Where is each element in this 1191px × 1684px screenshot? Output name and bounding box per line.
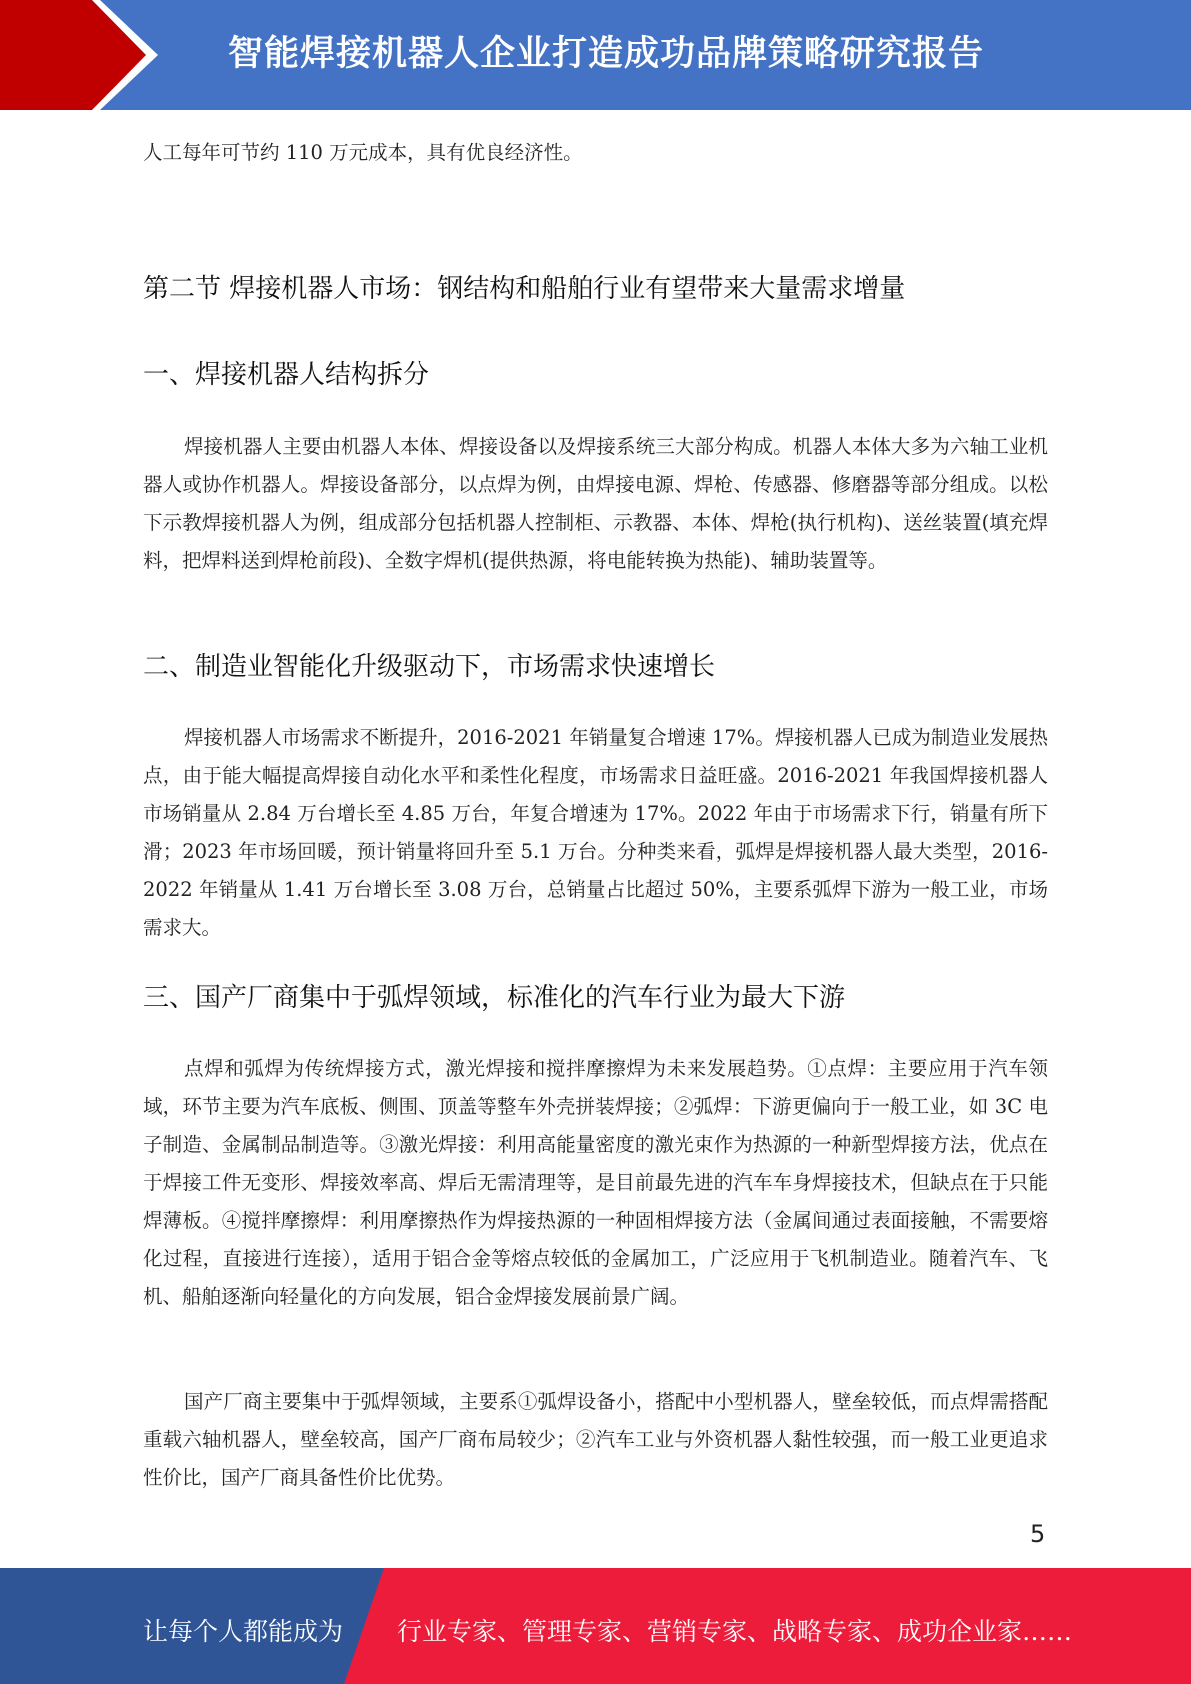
subsection-2-title: 二、制造业智能化升级驱动下，市场需求快速增长 xyxy=(143,652,716,682)
subsection-3-paragraph-1: 点焊和弧焊为传统焊接方式，激光焊接和搅拌摩擦焊为未来发展趋势。①点焊：主要应用于汽车领域，环节主要为汽车底板、侧围、顶盖等整车外壳拼装焊接；②弧焊：下游更偏向于一般工业，如 3C 电子制造、金属制品制造等。③激光焊接：利用高能量密度的激光束作为热源的一种新型焊接方法，优点在于焊接工件无变形、焊接效率高、焊后无需清理等，是目前最先进的汽车车身焊接技术，但缺点在于只能焊薄板。④搅拌摩擦焊：利用摩擦热作为焊接热源的一种固相焊接方法（金属间通过表面接触，不需要熔化过程，直接进行连接），适用于铝合金等熔点较低的金属加工，广泛应用于飞机制造业。随着汽车、飞机、船舶逐渐向轻量化的方向发展，铝合金焊接发展前景广阔。 xyxy=(143,1057,1048,1308)
subsection-1-paragraph: 焊接机器人主要由机器人本体、焊接设备以及焊接系统三大部分构成。机器人本体大多为六轴工业机器人或协作机器人。焊接设备部分，以点焊为例，由焊接电源、焊枪、传感器、修磨器等部分组成。以松下示教焊接机器人为例，组成部分包括机器人控制柜、示教器、本体、焊枪(执行机构)、送丝装置(填充焊料，把焊料送到焊枪前段)、全数字焊机(提供热源，将电能转换为热能)、辅助装置等。 xyxy=(143,435,1048,572)
subsection-3-paragraph-2: 国产厂商主要集中于弧焊领域，主要系①弧焊设备小，搭配中小型机器人，壁垒较低，而点焊需搭配重载六轴机器人，壁垒较高，国产厂商布局较少；②汽车工业与外资机器人黏性较强，而一般工业更追求性价比，国产厂商具备性价比优势。 xyxy=(143,1390,1048,1489)
footer-slogan-right: 行业专家、管理专家、营销专家、战略专家、成功企业家…… xyxy=(397,1617,1073,1646)
subsection-3-title: 三、国产厂商集中于弧焊领域，标准化的汽车行业为最大下游 xyxy=(143,983,846,1013)
subsection-2-paragraph: 焊接机器人市场需求不断提升，2016-2021 年销量复合增速 17%。焊接机器人已成为制造业发展热点，由于能大幅提高焊接自动化水平和柔性化程度，市场需求日益旺盛。2016-2021 年我国焊接机器人市场销量从 2.84 万台增长至 4.85 万台，年复合增速为 17%。2022 年由于市场需求下行，销量有所下滑；2023 年市场回暖，预计销量将回升至 5.1 万台。分种类来看，弧焊是焊接机器人最大类型，2016-2022 年销量从 1.41 万台增长至 3.08 万台，总销量占比超过 50%，主要系弧焊下游为一般工业，市场需求大。 xyxy=(143,726,1048,939)
footer-slogan-left: 让每个人都能成为 xyxy=(143,1617,344,1646)
section-title: 第二节 焊接机器人市场：钢结构和船舶行业有望带来大量需求增量 xyxy=(143,274,906,304)
page-number: 5 xyxy=(1030,1520,1046,1548)
page-footer xyxy=(0,1568,1191,1684)
subsection-1-title: 一、焊接机器人结构拆分 xyxy=(143,360,430,390)
intro-tail-paragraph: 人工每年可节约 110 万元成本，具有优良经济性。 xyxy=(143,141,583,164)
page-header xyxy=(0,0,1191,110)
report-title: 智能焊接机器人企业打造成功品牌策略研究报告 xyxy=(228,34,985,74)
